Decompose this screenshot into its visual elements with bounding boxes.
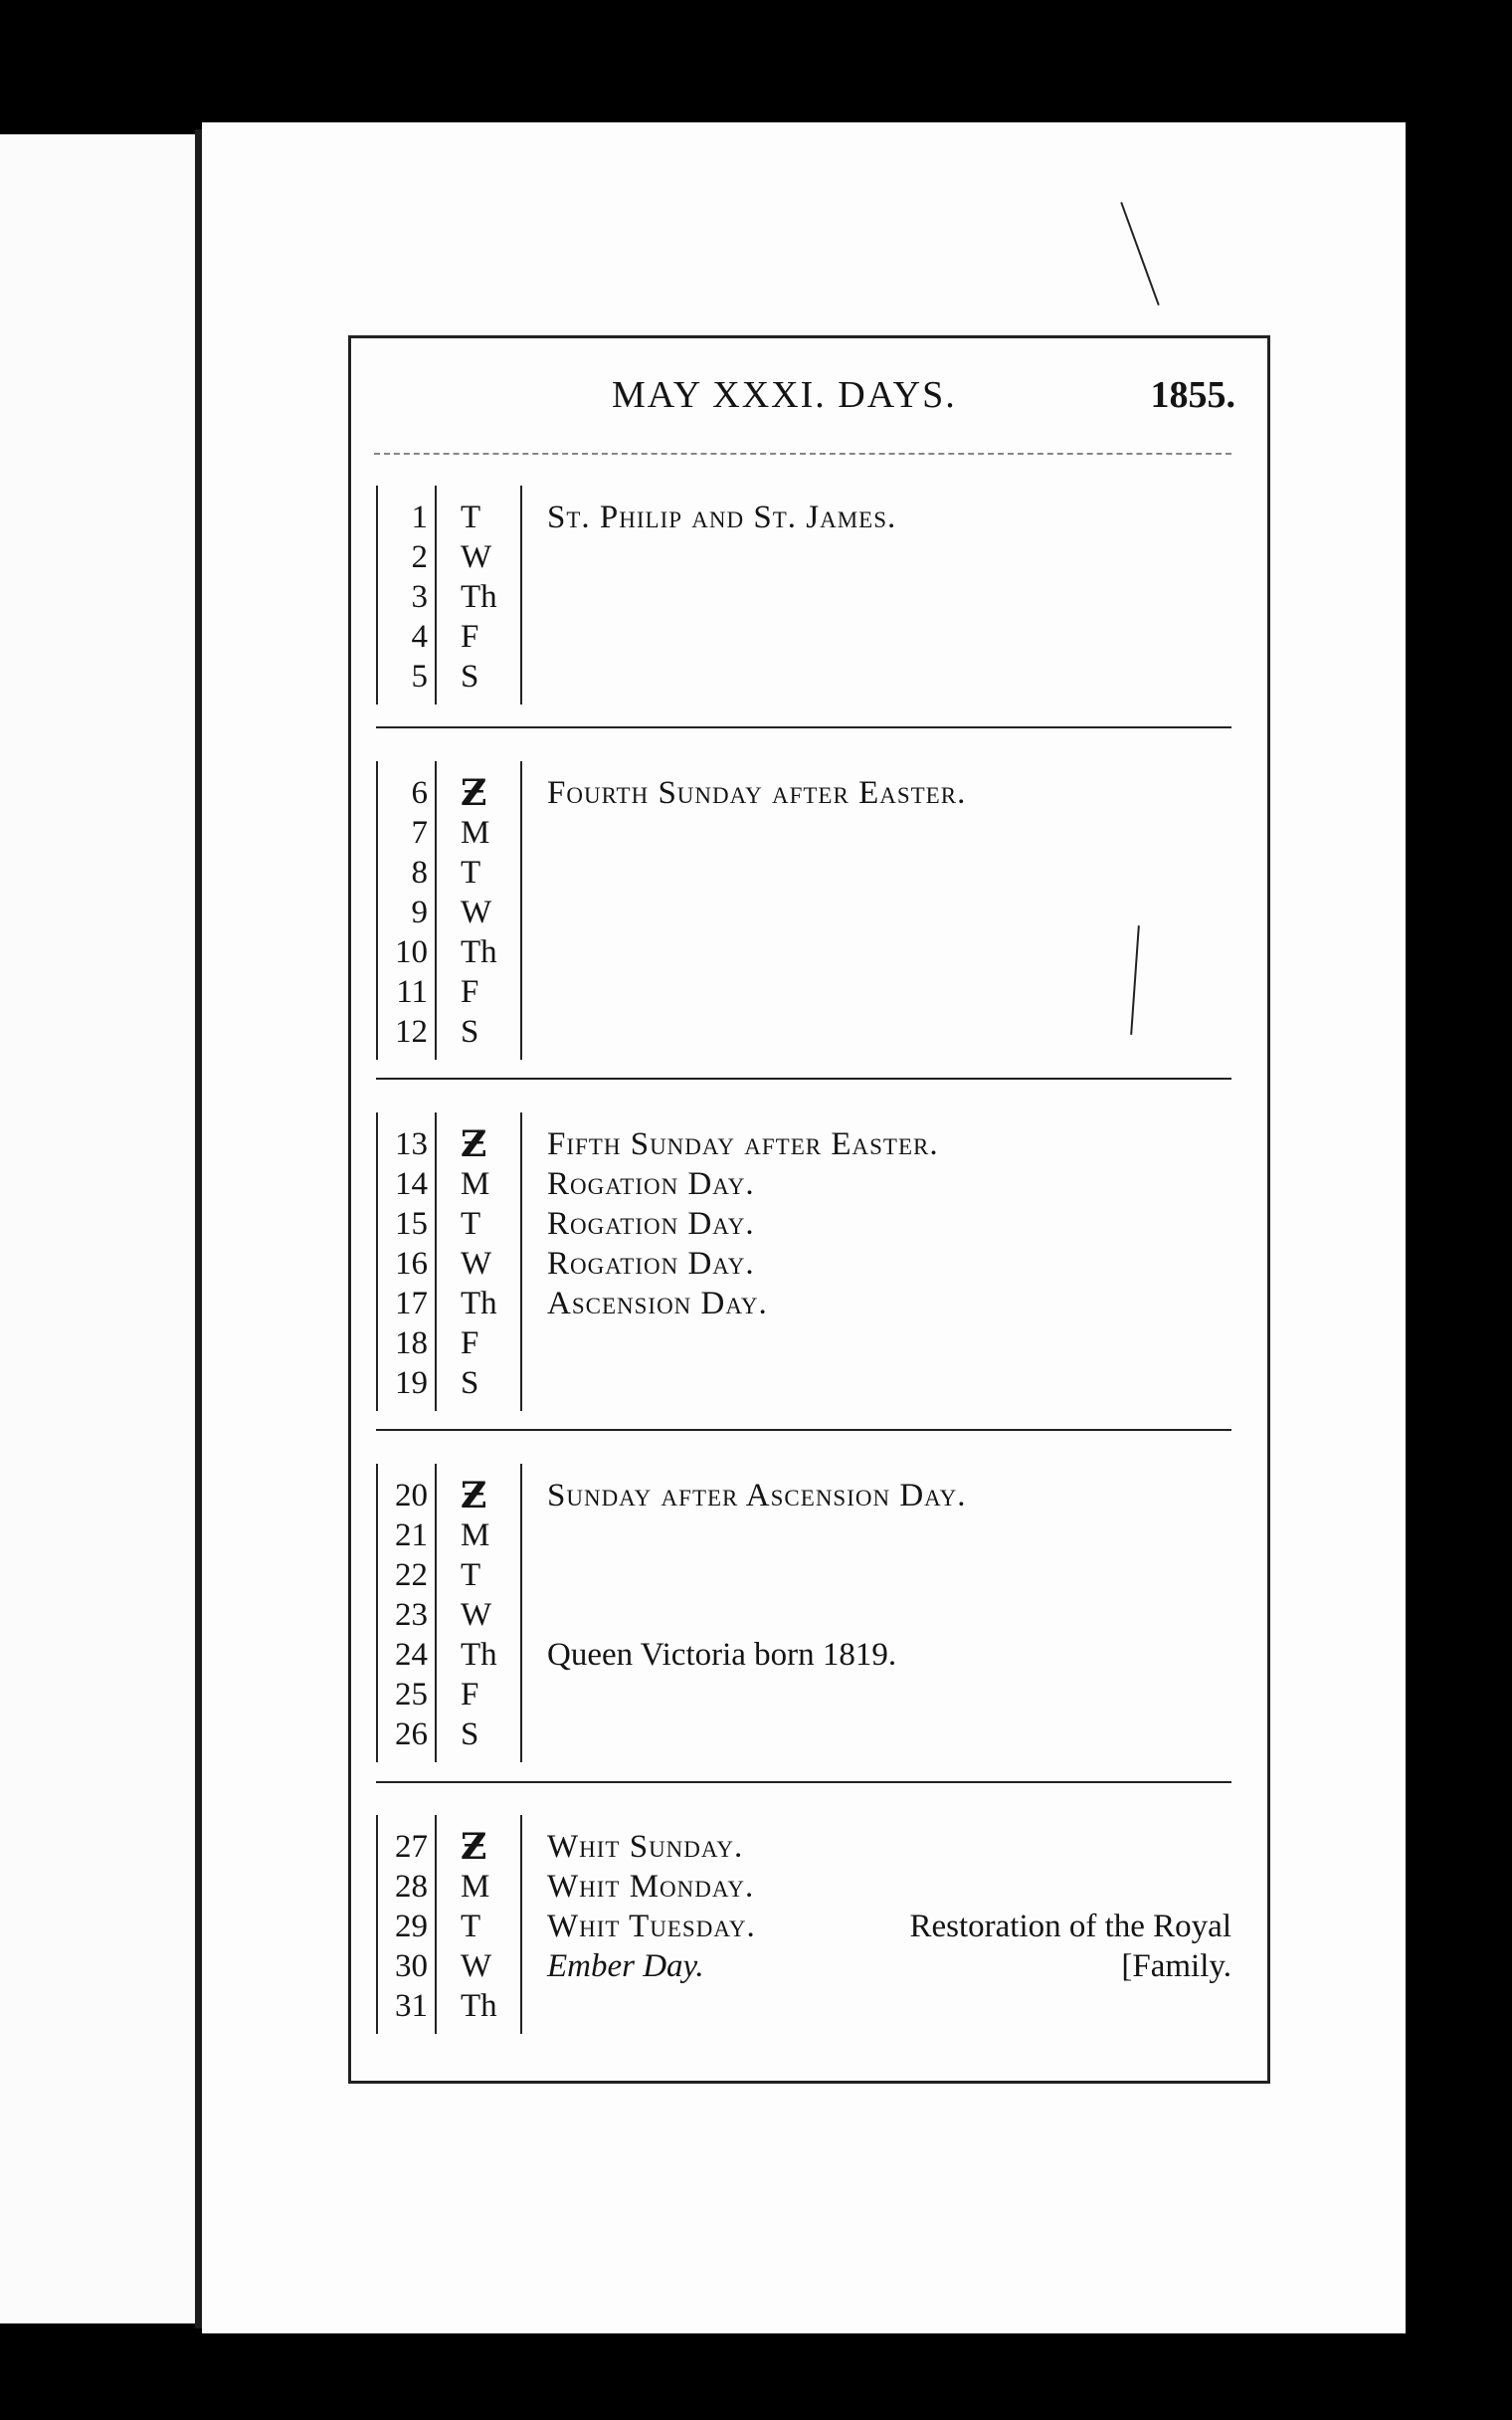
weekday-letter: F	[461, 1677, 479, 1713]
date-number: 15	[395, 1206, 428, 1242]
date-number: 3	[411, 579, 428, 615]
event-text: Ascension Day.	[547, 1286, 768, 1321]
date-number: 25	[395, 1677, 428, 1713]
header-divider	[374, 453, 1231, 463]
week-separator	[376, 1429, 1231, 1431]
sunday-glyph: Ƶ	[461, 1475, 487, 1516]
date-number: 19	[395, 1365, 428, 1401]
date-number: 13	[395, 1126, 428, 1162]
sunday-glyph: Ƶ	[461, 772, 487, 814]
week-block	[376, 1827, 1231, 2046]
event-text: Fourth Sunday after Easter.	[547, 775, 967, 811]
date-number: 10	[395, 934, 428, 970]
week-block	[376, 773, 1231, 1072]
book-gutter	[195, 129, 202, 2328]
date-number: 26	[395, 1716, 428, 1752]
calendar-row	[376, 537, 1231, 577]
date-number: 2	[411, 539, 428, 575]
weekday-letter: T	[461, 1557, 481, 1593]
date-number: 23	[395, 1597, 428, 1633]
year-label: 1855.	[1150, 374, 1235, 416]
weekday-letter: Th	[461, 1286, 497, 1321]
week-block	[376, 1476, 1231, 1774]
date-number: 28	[395, 1869, 428, 1905]
sunday-glyph: Ƶ	[461, 1123, 487, 1165]
event-text: Rogation Day.	[547, 1246, 755, 1282]
date-number: 17	[395, 1286, 428, 1321]
event-text: Sunday after Ascension Day.	[547, 1478, 967, 1513]
calendar-row	[376, 1946, 1231, 1986]
week-separator	[376, 1078, 1231, 1080]
weekday-letter: W	[461, 1597, 492, 1633]
weekday-letter: Th	[461, 579, 497, 615]
calendar-row	[376, 1675, 1231, 1714]
weekday-letter: T	[461, 1909, 481, 1944]
event-text: St. Philip and St. James.	[547, 500, 897, 535]
weekday-letter: S	[461, 1365, 479, 1401]
weekday-letter: F	[461, 974, 479, 1010]
week-separator	[376, 1781, 1231, 1783]
month-title: MAY XXXI. DAYS.	[612, 374, 957, 416]
weekday-letter: S	[461, 1716, 479, 1752]
date-number: 6	[411, 775, 428, 811]
calendar-row	[376, 1284, 1231, 1323]
weekday-letter: T	[461, 1206, 481, 1242]
weekday-letter: W	[461, 1948, 492, 1984]
event-text: Fifth Sunday after Easter.	[547, 1126, 939, 1162]
calendar-row	[376, 1363, 1231, 1403]
calendar-row	[376, 1867, 1231, 1907]
calendar-row	[376, 1555, 1231, 1595]
calendar-row	[376, 577, 1231, 617]
event-text: Whit Monday.	[547, 1869, 755, 1905]
date-number: 11	[396, 974, 428, 1010]
calendar-row	[376, 1164, 1231, 1204]
date-number: 4	[411, 619, 428, 655]
date-number: 8	[411, 855, 428, 891]
date-number: 5	[411, 659, 428, 695]
weekday-letter: M	[461, 1166, 490, 1202]
calendar-row	[376, 932, 1231, 972]
date-number: 29	[395, 1909, 428, 1944]
weekday-letter: F	[461, 619, 479, 655]
date-number: 12	[395, 1014, 428, 1050]
calendar-row	[376, 1986, 1231, 2026]
date-number: 21	[395, 1517, 428, 1553]
weekday-letter: Th	[461, 934, 497, 970]
left-page	[0, 134, 195, 2323]
calendar-row	[376, 1515, 1231, 1555]
calendar-row	[376, 893, 1231, 932]
date-number: 24	[395, 1637, 428, 1673]
date-number: 30	[395, 1948, 428, 1984]
date-number: 9	[411, 895, 428, 930]
date-number: 20	[395, 1478, 428, 1513]
calendar-row	[376, 657, 1231, 697]
weekday-letter: M	[461, 1869, 490, 1905]
weekday-letter: S	[461, 659, 479, 695]
calendar-row	[376, 1244, 1231, 1284]
calendar-header	[350, 373, 1235, 423]
weekday-letter: M	[461, 1517, 490, 1553]
weekday-letter: F	[461, 1325, 479, 1361]
event-text: Whit Tuesday.	[547, 1909, 756, 1944]
event-text: Rogation Day.	[547, 1166, 755, 1202]
event-continuation: Restoration of the Royal	[909, 1909, 1231, 1944]
weekday-letter: W	[461, 1246, 492, 1282]
weekday-letter: T	[461, 500, 481, 535]
calendar-row	[376, 1595, 1231, 1635]
date-number: 1	[411, 500, 428, 535]
calendar-row	[376, 1012, 1231, 1052]
week-block	[376, 1124, 1231, 1423]
weekday-letter: M	[461, 815, 490, 851]
calendar-row	[376, 773, 1231, 813]
date-number: 22	[395, 1557, 428, 1593]
date-number: 18	[395, 1325, 428, 1361]
weekday-letter: T	[461, 855, 481, 891]
date-number: 31	[395, 1988, 428, 2024]
date-number: 27	[395, 1829, 428, 1865]
week-separator	[376, 726, 1231, 728]
event-text: Rogation Day.	[547, 1206, 755, 1242]
calendar-row	[376, 1204, 1231, 1244]
weekday-letter: Th	[461, 1637, 497, 1673]
week-block	[376, 498, 1231, 716]
calendar-row	[376, 1476, 1231, 1515]
weekday-letter: S	[461, 1014, 479, 1050]
date-number: 14	[395, 1166, 428, 1202]
event-text: Ember Day.	[547, 1948, 704, 1984]
weekday-letter: W	[461, 539, 492, 575]
event-text: Whit Sunday.	[547, 1829, 744, 1865]
event-continuation: [Family.	[1121, 1948, 1231, 1984]
calendar-row	[376, 1714, 1231, 1754]
sunday-glyph: Ƶ	[461, 1826, 487, 1868]
calendar-row	[376, 1124, 1231, 1164]
calendar-row	[376, 1323, 1231, 1363]
date-number: 7	[411, 815, 428, 851]
event-text: Queen Victoria born 1819.	[547, 1637, 897, 1673]
calendar-row	[376, 1827, 1231, 1867]
calendar-row	[376, 1635, 1231, 1675]
calendar-row	[376, 617, 1231, 657]
date-number: 16	[395, 1246, 428, 1282]
weekday-letter: W	[461, 895, 492, 930]
calendar-row	[376, 498, 1231, 537]
weekday-letter: Th	[461, 1988, 497, 2024]
calendar-row	[376, 1907, 1231, 1946]
calendar-row	[376, 853, 1231, 893]
calendar-row	[376, 972, 1231, 1012]
calendar-row	[376, 813, 1231, 853]
